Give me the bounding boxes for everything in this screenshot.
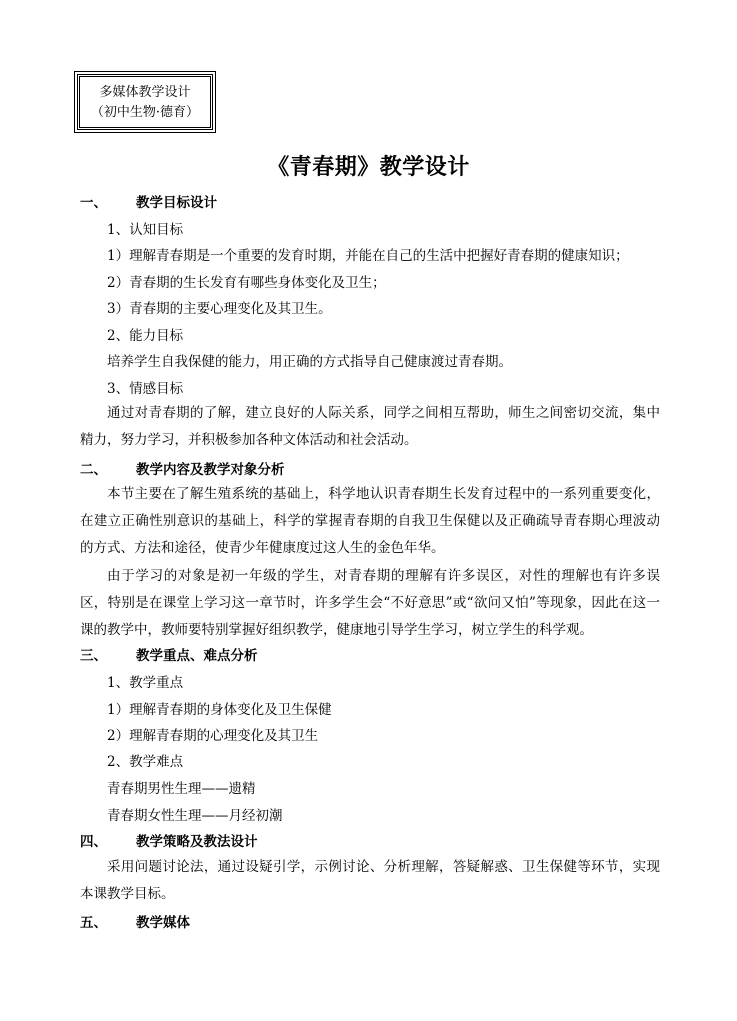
section-heading-5: [80, 913, 190, 933]
ability-item-1: 培养学生自我保健的能力，用正确的方式指导自己健康渡过青春期。: [107, 354, 512, 370]
section-heading-4: [80, 832, 258, 852]
section-number: 三、: [80, 648, 107, 664]
section-title: 教学内容及教学对象分析: [136, 462, 285, 478]
category-line1: 多媒体教学设计: [99, 85, 191, 100]
category-line2: （初中生物·德育）: [90, 105, 200, 120]
subheading-ability: 2、能力目标: [107, 328, 184, 344]
section-heading-1: [80, 193, 217, 213]
section-heading-3: [80, 646, 258, 666]
key-point-1: 1）理解青春期的身体变化及卫生保健: [107, 702, 332, 718]
content-paragraph-1: 本节主要在了解生殖系统的基础上，科学地认识青春期生长发育过程中的一系列重要变化，在建立正确性别意识的基础上，科学的掌握青春期的自我卫生保健以及正确疏导青春期心理波动的方式、方法和途径，使青少年健康度过这人生的金色年华。: [80, 486, 660, 556]
subheading-key-points: 1、教学重点: [107, 675, 184, 691]
cognitive-item-1: 1）理解青春期是一个重要的发育时期，并能在自己的生活中把握好青春期的健康知识；: [107, 248, 629, 264]
subheading-cognitive: 1、认知目标: [107, 222, 184, 238]
subheading-emotion: 3、情感目标: [107, 381, 184, 397]
section-title: 教学媒体: [136, 915, 190, 931]
section-heading-2: [80, 460, 285, 480]
section-title: 教学策略及教法设计: [136, 834, 258, 850]
section-number: 五、: [80, 915, 107, 931]
key-point-2: 2）理解青春期的心理变化及其卫生: [107, 728, 319, 744]
section-number: 二、: [80, 462, 107, 478]
strategy-paragraph: 采用问题讨论法，通过设疑引学，示例讨论、分析理解，答疑解惑、卫生保健等环节，实现本课教学目标。: [80, 859, 660, 902]
difficulty-1: 青春期男性生理——遗精: [107, 781, 256, 797]
cognitive-item-2: 2）青春期的生长发育有哪些身体变化及卫生；: [107, 275, 386, 291]
section-number: 四、: [80, 834, 107, 850]
subheading-difficulties: 2、教学难点: [107, 754, 184, 770]
document-title: 《青春期》教学设计: [267, 154, 470, 180]
cognitive-item-3: 3）青春期的主要心理变化及其卫生。: [107, 301, 332, 317]
category-box: [77, 74, 213, 130]
emotion-paragraph: 通过对青春期的了解，建立良好的人际关系，同学之间相互帮助，师生之间密切交流，集中精力，努力学习，并积极参加各种文体活动和社会活动。: [80, 405, 660, 448]
content-paragraph-2: 由于学习的对象是初一年级的学生，对青春期的理解有许多误区，对性的理解也有许多误区，特别是在课堂上学习这一章节时，许多学生会“不好意思”或“欲问又怕”等现象，因此在这一课的教学中，教师要特别掌握好组织教学，健康地引导学生学习，树立学生的科学观。: [80, 568, 660, 638]
section-title: 教学目标设计: [136, 195, 217, 211]
section-title: 教学重点、难点分析: [136, 648, 258, 664]
section-number: 一、: [80, 195, 107, 211]
difficulty-2: 青春期女性生理——月经初潮: [107, 808, 283, 824]
